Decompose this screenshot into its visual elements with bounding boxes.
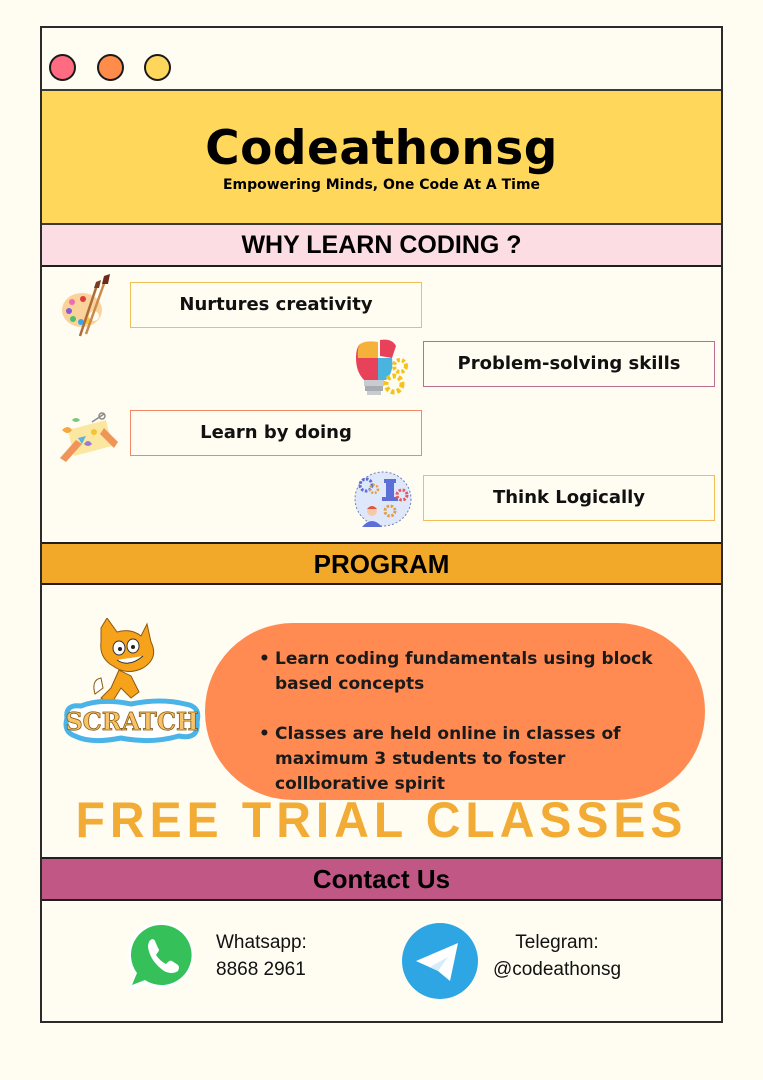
brand-title: Codeathonsg — [205, 121, 558, 176]
minimize-window-dot[interactable] — [97, 54, 124, 81]
window-titlebar — [42, 28, 721, 89]
feature-nurtures-creativity: Nurtures creativity — [130, 282, 422, 328]
telegram-contact — [487, 929, 627, 983]
paint-palette-icon — [56, 274, 118, 338]
whatsapp-label: Whatsapp: — [216, 932, 307, 953]
logic-chess-gears-icon — [352, 471, 414, 527]
program-point: • Classes are held online in classes of maximum 3 students to foster collborative spirit — [259, 722, 679, 797]
maximize-window-dot[interactable] — [144, 54, 171, 81]
puzzle-lightbulb-icon — [352, 336, 414, 398]
program-points-list — [259, 647, 679, 797]
program-point: • Learn coding fundamentals using block based concepts — [259, 647, 679, 697]
program-heading: PROGRAM — [42, 542, 721, 585]
why-learn-coding-heading: WHY LEARN CODING ? — [42, 225, 721, 267]
telegram-handle[interactable]: @codeathonsg — [492, 959, 622, 980]
feature-think-logically: Think Logically — [423, 475, 715, 521]
feature-problem-solving: Problem-solving skills — [423, 341, 715, 387]
telegram-icon[interactable] — [402, 923, 478, 999]
telegram-label: Telegram: — [515, 932, 599, 953]
crafting-hands-icon — [54, 408, 120, 464]
free-trial-banner: FREE TRIAL CLASSES — [75, 792, 688, 849]
hero-banner — [42, 89, 721, 225]
program-details-pill — [205, 623, 705, 800]
scratch-cat-logo — [61, 618, 203, 744]
whatsapp-icon[interactable] — [124, 919, 200, 995]
contact-us-heading: Contact Us — [42, 857, 721, 901]
brand-tagline: Empowering Minds, One Code At A Time — [222, 177, 541, 193]
whatsapp-number[interactable]: 8868 2961 — [216, 959, 306, 980]
close-window-dot[interactable] — [49, 54, 76, 81]
feature-learn-by-doing: Learn by doing — [130, 410, 422, 456]
browser-window-frame — [40, 26, 723, 1023]
whatsapp-contact — [216, 929, 307, 983]
svg-text:SCRATCH: SCRATCH — [65, 707, 199, 736]
contact-details — [42, 901, 721, 1021]
